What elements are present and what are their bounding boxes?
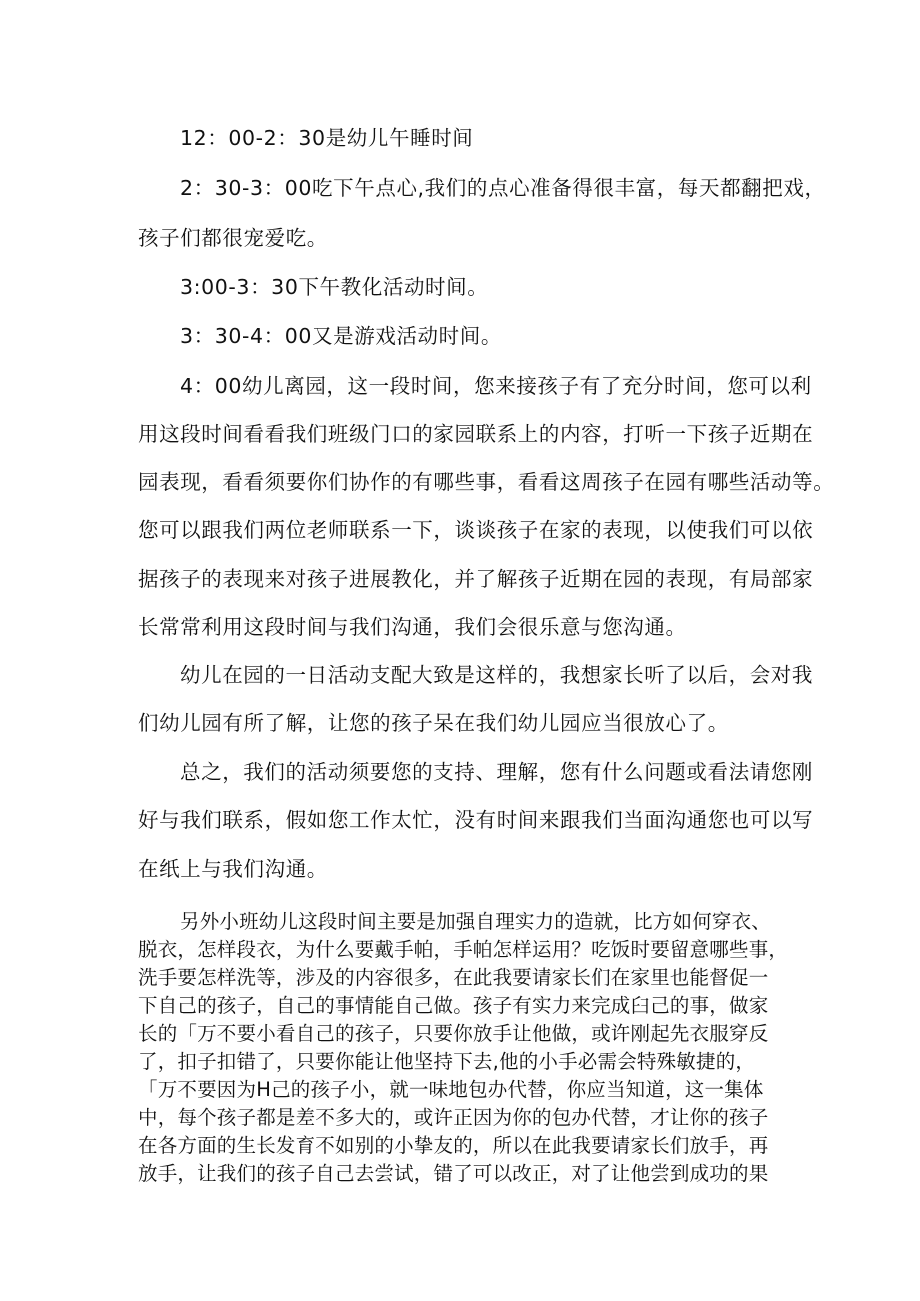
text-line: 4：00幼儿离园，这一段时间，您来接孩子有了充分时间，您可以利	[180, 374, 812, 398]
text-line: 下自己的孩子，自己的事情能自己做。孩子有实力来完成臼己的事，做家	[138, 994, 769, 1017]
text-line: 3:00-3：30下午教化活动时间。	[180, 275, 489, 299]
text-line: 好与我们联系，假如您工作太忙，没有时间来跟我们当面沟通您也可以写	[138, 808, 814, 832]
text-line: 幼儿在园的一日活动支配大致是这样的，我想家长听了以后，会对我	[180, 663, 813, 687]
text-line: 「万不要因为H己的孩子小，就一味地包办代替，你应当知道，这一集体	[138, 1078, 764, 1101]
text-line: 们幼儿园有所了解，让您的孩子呆在我们幼儿园应当很放心了。	[138, 711, 729, 735]
text-line: 3：30-4：00又是游戏活动时间。	[180, 324, 502, 348]
text-line: 放手，让我们的孩子自己去尝试，错了可以改正，对了让他尝到成功的果	[138, 1162, 769, 1185]
text-line: 园表现，看看须要你们协作的有哪些事，看看这周孩子在园有哪些活动等。	[138, 470, 835, 494]
text-line: 中，每个孩子都是差不多大的，或许正因为你的包办代替，才让你的孩子	[138, 1106, 769, 1129]
text-line: 2：30-3：00吃下午点心,我们的点心准备得很丰富，每天都翻把戏，	[180, 176, 826, 200]
text-line: 孩子们都很宠爱吃。	[138, 226, 328, 250]
text-line: 脱衣，怎样段衣，为什么要戴手帕，手帕怎样运用？吃饭时要留意哪些事，	[138, 938, 789, 961]
text-line: 长的「万不要小看自己的孩子，只要你放手让他做，或许刚起先衣服穿反	[138, 1022, 769, 1045]
text-line: 在纸上与我们沟通。	[138, 857, 328, 881]
text-line: 洗手要怎样洗等，涉及的内容很多，在此我要请家长们在家里也能督促一	[138, 966, 769, 989]
text-line: 总之，我们的活动须要您的支持、理解，您有什么问题或看法请您刚	[180, 760, 813, 784]
text-line: 另外小班幼儿这段时间主要是加强自理实力的造就，比方如何穿衣、	[180, 910, 772, 933]
text-line: 长常常利用这段时间与我们沟通，我们会很乐意与您沟通。	[138, 615, 687, 639]
text-line: 您可以跟我们两位老师联系一下，谈谈孩子在家的表现，以使我们可以依	[138, 518, 814, 542]
text-line: 了，扣子扣错了，只要你能让他坚持下去,他的小手必需会特殊敏捷的，	[138, 1050, 756, 1073]
text-line: 在各方面的生长发育不如别的小挚友的，所以在此我要请家长们放手，再	[138, 1134, 769, 1157]
text-line: 用这段时间看看我们班级门口的家园联系上的内容，打听一下孩子近期在	[138, 422, 814, 446]
text-line: 12：00-2：30是幼儿午睡时间	[180, 126, 474, 150]
text-line: 据孩子的表现来对孩子进展教化，并了解孩子近期在园的表现，有局部家	[138, 567, 814, 591]
